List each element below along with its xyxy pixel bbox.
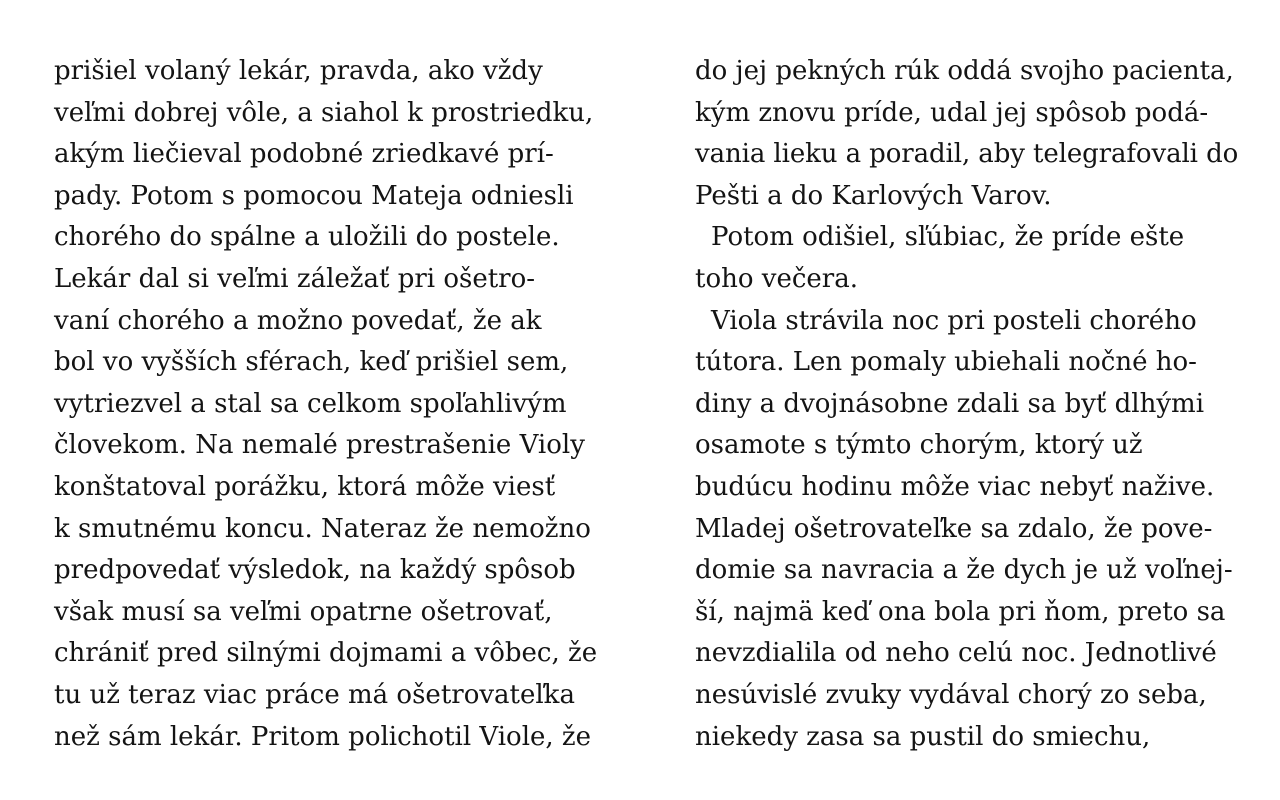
text-line: diny a dvojnásobne zdali sa byť dlhými — [695, 388, 1205, 419]
text-line: chorého do spálne a uložili do postele. — [54, 222, 560, 253]
text-line: konštatoval porážku, ktorá môže viesť — [54, 471, 556, 502]
text-line: nevzdialila od neho celú noc. Jednotlivé — [695, 638, 1217, 669]
text-line: vytriezvel a stal sa celkom spoľahlivým — [54, 388, 567, 419]
text-line: vaní chorého a možno povedať, že ak — [54, 305, 542, 336]
text-line: veľmi dobrej vôle, a siahol k prostriedku, — [54, 97, 594, 128]
text-line: nesúvislé zvuky vydával chorý zo seba, — [695, 679, 1207, 710]
text-line: než sám lekár. Pritom polichotil Viole, že — [54, 721, 592, 752]
text-line: Pešti a do Karlových Varov. — [695, 180, 1052, 211]
text-line: človekom. Na nemalé prestrašenie Violy — [54, 430, 585, 461]
text-line: pady. Potom s pomocou Mateja odniesli — [54, 180, 574, 211]
right-page-column — [695, 51, 1240, 758]
text-line: Mladej ošetrovateľke sa zdalo, že pove- — [695, 513, 1213, 544]
text-line: ší, najmä keď ona bola pri ňom, preto sa — [695, 596, 1226, 627]
text-line: predpovedať výsledok, na každý spôsob — [54, 555, 576, 586]
text-line: akým liečieval podobné zriedkavé prí- — [54, 139, 554, 170]
text-line: domie sa navracia a že dych je už voľnej- — [695, 555, 1233, 586]
text-line: Lekár dal si veľmi záležať pri ošetro- — [54, 263, 536, 294]
text-line: osamote s týmto chorým, ktorý už — [695, 430, 1143, 461]
text-line: však musí sa veľmi opatrne ošetrovať, — [54, 596, 553, 627]
left-page-column — [54, 51, 599, 758]
text-line: tútora. Len pomaly ubiehali nočné ho- — [695, 347, 1197, 378]
text-line: kým znovu príde, udal jej spôsob podá- — [695, 97, 1209, 128]
text-line: chrániť pred silnými dojmami a vôbec, že — [54, 638, 598, 669]
text-line: Viola strávila noc pri posteli chorého — [711, 305, 1197, 336]
text-line: k smutnému koncu. Nateraz že nemožno — [54, 513, 591, 544]
text-line: bol vo vyšších sférach, keď prišiel sem, — [54, 347, 569, 378]
text-line: niekedy zasa sa pustil do smiechu, — [695, 721, 1151, 752]
text-line: Potom odišiel, sľúbiac, že príde ešte — [711, 222, 1185, 253]
text-line: do jej pekných rúk oddá svojho pacienta, — [695, 56, 1234, 86]
text-line: toho večera. — [695, 263, 858, 294]
text-line: prišiel volaný lekár, pravda, ako vždy — [54, 56, 543, 86]
text-line: budúcu hodinu môže viac nebyť nažive. — [695, 471, 1215, 502]
text-line: tu už teraz viac práce má ošetrovateľka — [54, 679, 575, 710]
text-line: vania lieku a poradil, aby telegrafovali do — [695, 139, 1239, 170]
